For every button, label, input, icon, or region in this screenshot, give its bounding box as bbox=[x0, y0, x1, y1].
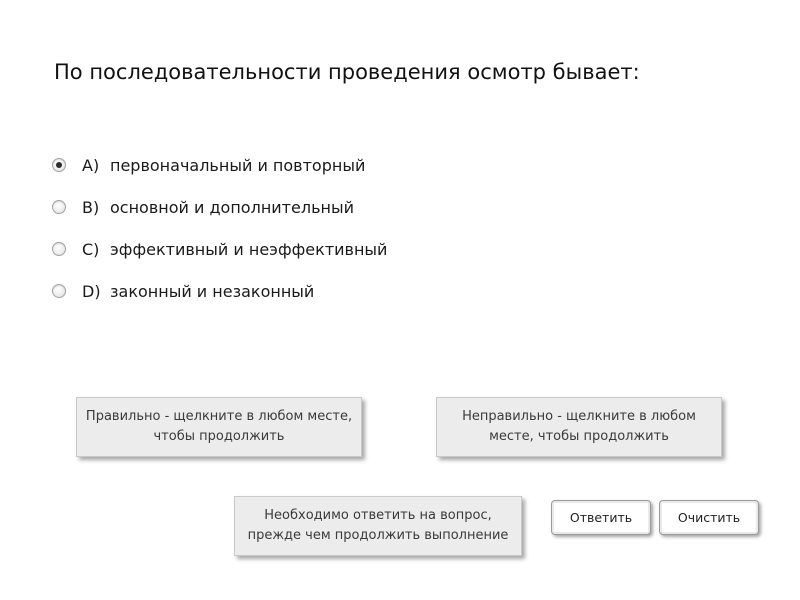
option-d-letter: D) bbox=[82, 281, 101, 301]
incorrect-feedback-line2: месте, чтобы продолжить bbox=[489, 429, 669, 444]
answer-required-line1: Необходимо ответить на вопрос, bbox=[264, 508, 492, 523]
correct-feedback-line1: Правильно - щелкните в любом месте, bbox=[85, 409, 353, 424]
answer-required-line2: прежде чем продолжить выполнение bbox=[247, 528, 509, 543]
answer-required-box bbox=[234, 496, 522, 556]
clear-button[interactable]: Очистить bbox=[659, 500, 759, 535]
option-d-text: законный и незаконный bbox=[110, 281, 315, 301]
submit-button[interactable]: Ответить bbox=[551, 500, 651, 535]
radio-a[interactable] bbox=[52, 158, 66, 172]
option-a-letter: A) bbox=[82, 155, 100, 175]
correct-feedback-box[interactable] bbox=[76, 397, 362, 457]
option-b-text: основной и дополнительный bbox=[110, 197, 354, 217]
incorrect-feedback-line1: Неправильно - щелкните в любом bbox=[462, 409, 696, 424]
option-c-letter: C) bbox=[82, 239, 100, 259]
option-b[interactable] bbox=[52, 186, 387, 228]
option-b-letter: B) bbox=[82, 197, 100, 217]
radio-d[interactable] bbox=[52, 284, 66, 298]
option-c[interactable] bbox=[52, 228, 387, 270]
option-a[interactable] bbox=[52, 144, 387, 186]
radio-b[interactable] bbox=[52, 200, 66, 214]
option-d[interactable] bbox=[52, 270, 387, 312]
correct-feedback-line2: чтобы продолжить bbox=[153, 429, 285, 444]
option-c-text: эффективный и неэффективный bbox=[110, 239, 388, 259]
answer-options bbox=[52, 144, 387, 312]
incorrect-feedback-box[interactable] bbox=[436, 397, 722, 457]
question-text: По последовательности проведения осмотр бывает: bbox=[54, 60, 640, 84]
radio-c[interactable] bbox=[52, 242, 66, 256]
option-a-text: первоначальный и повторный bbox=[110, 155, 366, 175]
